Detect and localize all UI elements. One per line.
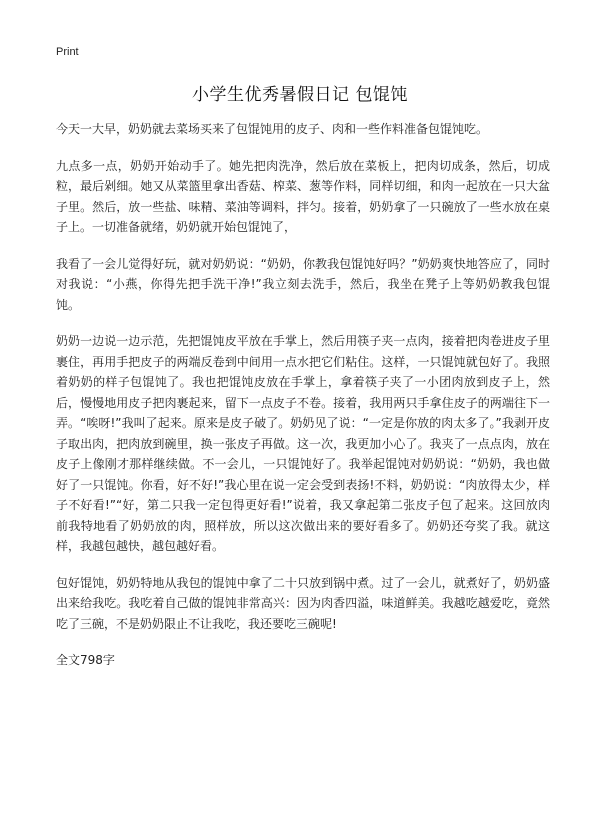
article-paragraph: 奶奶一边说一边示范，先把馄饨皮平放在手掌上，然后用筷子夹一点肉，接着把肉卷进皮子里裹住，再用手把皮子的两端反卷到中间用一点水把它们粘住。这样，一只馄饨就包好了。我照着奶奶的样子包馄饨了。我也把馄饨皮放在手掌上，拿着筷子夹了一小团肉放到皮子上，然后，慢慢地用皮子把肉裹起来，留下一点皮子不卷。接着，我用两只手拿住皮子的两端往下一弄。“唉呀!”我叫了起来。原来是皮子破了。奶奶见了说：“一定是你放的肉太多了。”我剥开皮子取出肉，把肉放到碗里，换一张皮子再做。这一次，我更加小心了。我夹了一点点肉，放在皮子上像刚才那样继续做。不一会儿，一只馄饨好了。我举起馄饨对奶奶说：“奶奶，我也做好了一只馄饨。你看，好不好!”我心里在说一定会受到表扬!不料，奶奶说：“肉放得太少，样子不好看!”“好，第二只我一定包得更好看!”说着，我又拿起第二张皮子包了起来。这回放肉前我特地看了奶奶放的肉，照样放，所以这次做出来的要好看多了。奶奶还夸奖了我。就这样，我越包越快，越包越好看。 (56, 334, 550, 553)
article-body (56, 119, 550, 670)
page-title: 小学生优秀暑假日记 包馄饨 (192, 85, 408, 105)
print-link[interactable]: Print (56, 46, 79, 58)
article-paragraph: 我看了一会儿觉得好玩，就对奶奶说：“奶奶，你教我包馄饨好吗？”奶奶爽快地答应了，同时对我说：“小燕，你得先把手洗干净!”我立刻去洗手，然后，我坐在凳子上等奶奶教我包馄饨。 (56, 256, 550, 312)
word-count: 全文798字 (56, 653, 115, 667)
article-paragraph: 包好馄饨，奶奶特地从我包的馄饨中拿了二十只放到锅中煮。过了一会儿，就煮好了，奶奶盛出来给我吃。我吃着自己做的馄饨非常高兴：因为肉香四溢，味道鲜美。我越吃越爱吃，竟然吃了三碗，不是奶奶限止不让我吃，我还要吃三碗呢! (56, 575, 550, 631)
article-paragraph: 今天一大早，奶奶就去菜场买来了包馄饨用的皮子、肉和一些作料准备包馄饨吃。 (56, 122, 489, 136)
article-paragraph: 九点多一点，奶奶开始动手了。她先把肉洗净，然后放在菜板上，把肉切成条，然后，切成粒，最后剁细。她又从菜篮里拿出香菇、榨菜、葱等作料，同样切细，和肉一起放在一只大盆子里。然后，放一些盐、味精、菜油等调料，拌匀。接着，奶奶拿了一只碗放了一些水放在桌子上。一切准备就绪，奶奶就开始包馄饨了， (56, 158, 550, 234)
